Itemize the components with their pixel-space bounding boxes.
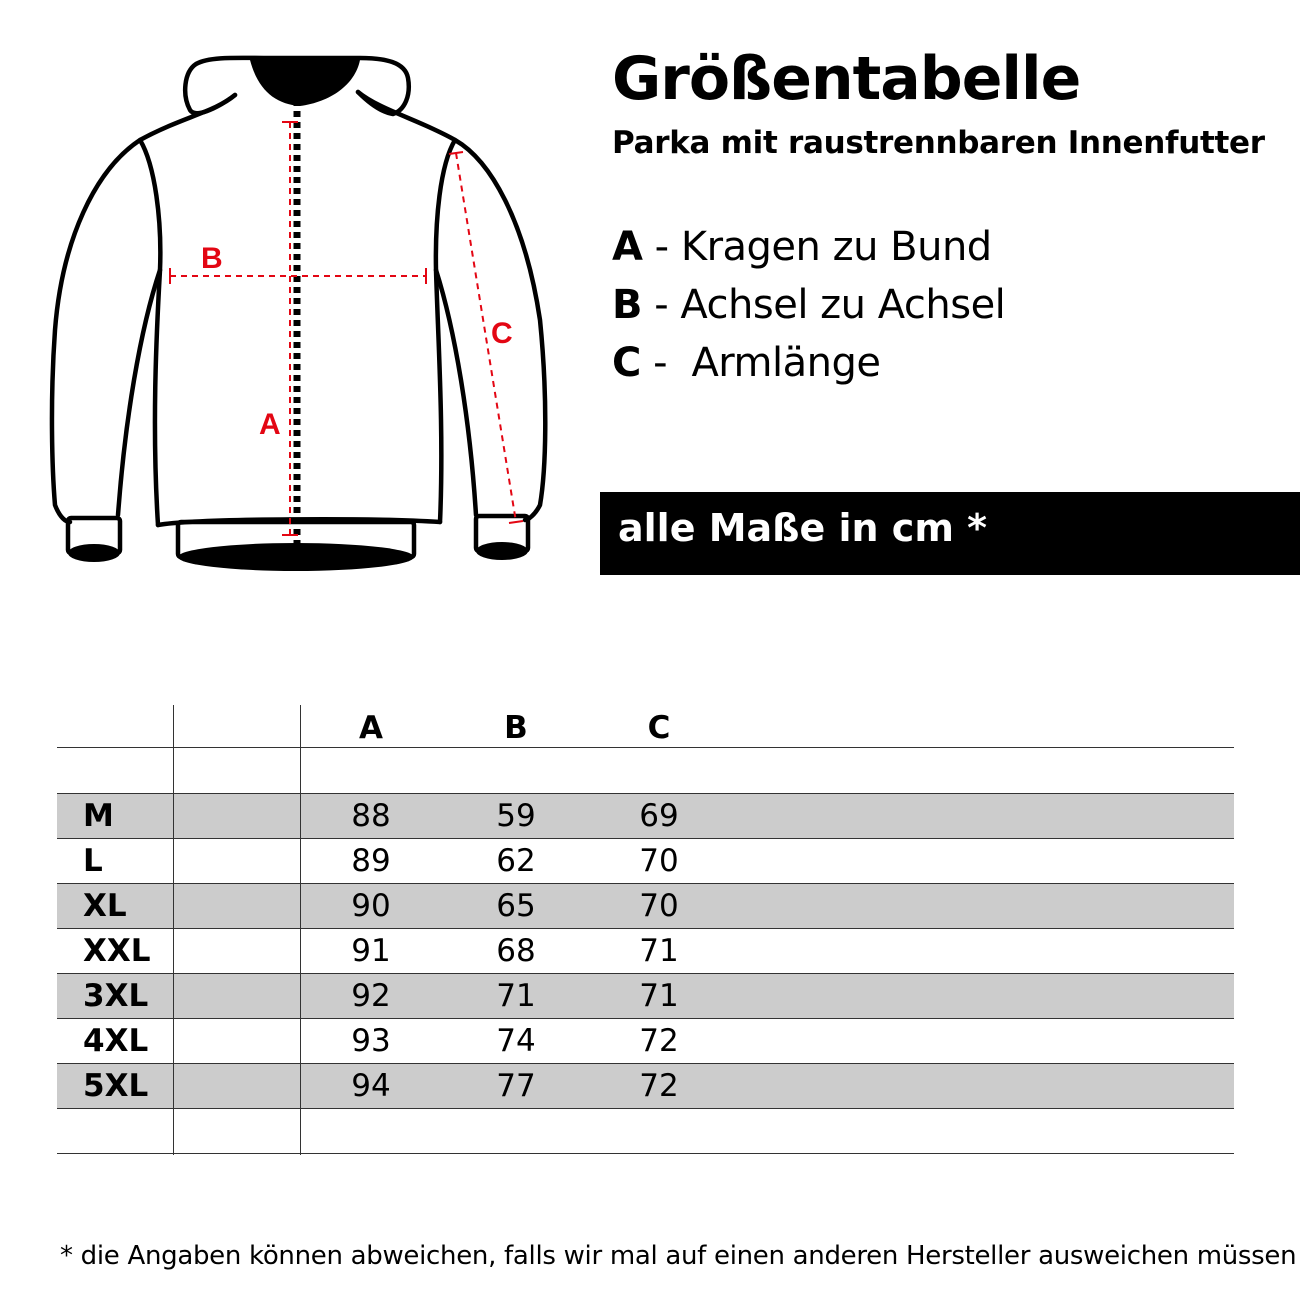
table-row xyxy=(57,928,1234,973)
table-row xyxy=(57,838,1234,883)
legend-item-c: C - Armlänge xyxy=(612,340,881,386)
value-b: 71 xyxy=(496,978,536,1014)
table-row xyxy=(57,883,1234,928)
value-b: 77 xyxy=(496,1068,536,1104)
column-divider xyxy=(173,705,174,1155)
table-row xyxy=(57,973,1234,1018)
value-c: 70 xyxy=(639,888,679,924)
value-c: 70 xyxy=(639,843,679,879)
units-banner-text: alle Maße in cm * xyxy=(618,506,988,550)
diagram-label-a: A xyxy=(259,408,281,441)
value-a: 94 xyxy=(351,1068,391,1104)
row-divider xyxy=(57,838,1234,839)
row-divider xyxy=(57,1108,1234,1109)
value-c: 69 xyxy=(639,798,679,834)
value-c: 71 xyxy=(639,978,679,1014)
column-divider xyxy=(300,705,301,1155)
value-a: 91 xyxy=(351,933,391,969)
row-divider xyxy=(57,1018,1234,1019)
row-divider xyxy=(57,793,1234,794)
parka-illustration xyxy=(40,50,560,580)
row-divider xyxy=(57,1063,1234,1064)
size-label: 5XL xyxy=(83,1068,149,1104)
size-label: XXL xyxy=(83,933,151,969)
units-banner xyxy=(600,492,1300,575)
value-a: 92 xyxy=(351,978,391,1014)
column-header-a: A xyxy=(359,710,383,746)
measurement-legend xyxy=(612,222,1005,396)
table-row xyxy=(57,1063,1234,1108)
column-header-c: C xyxy=(647,710,671,746)
table-row xyxy=(57,793,1234,838)
value-b: 68 xyxy=(496,933,536,969)
value-a: 93 xyxy=(351,1023,391,1059)
value-b: 62 xyxy=(496,843,536,879)
table-row xyxy=(57,1018,1234,1063)
value-b: 74 xyxy=(496,1023,536,1059)
page-subtitle: Parka mit raustrennbaren Innenfutter xyxy=(612,125,1265,161)
value-a: 89 xyxy=(351,843,391,879)
row-divider xyxy=(57,883,1234,884)
size-label: 4XL xyxy=(83,1023,149,1059)
diagram-label-b: B xyxy=(201,242,223,275)
value-a: 90 xyxy=(351,888,391,924)
value-c: 72 xyxy=(639,1023,679,1059)
column-header-b: B xyxy=(504,710,528,746)
value-a: 88 xyxy=(351,798,391,834)
row-divider xyxy=(57,1153,1234,1154)
value-b: 65 xyxy=(496,888,536,924)
legend-item-a: A - Kragen zu Bund xyxy=(612,224,992,270)
size-label: XL xyxy=(83,888,127,924)
legend-item-b: B - Achsel zu Achsel xyxy=(612,282,1006,328)
diagram-label-c: C xyxy=(491,317,513,350)
row-divider xyxy=(57,928,1234,929)
row-divider xyxy=(57,747,1234,748)
value-c: 71 xyxy=(639,933,679,969)
value-c: 72 xyxy=(639,1068,679,1104)
page-title: Größentabelle xyxy=(612,44,1081,114)
footnote: * die Angaben können abweichen, falls wir mal auf einen anderen Hersteller ausweichen müssen xyxy=(60,1241,1297,1271)
size-label: L xyxy=(83,843,103,879)
value-b: 59 xyxy=(496,798,536,834)
size-label: 3XL xyxy=(83,978,149,1014)
row-divider xyxy=(57,973,1234,974)
size-table xyxy=(57,705,1234,1155)
size-label: M xyxy=(83,798,114,834)
